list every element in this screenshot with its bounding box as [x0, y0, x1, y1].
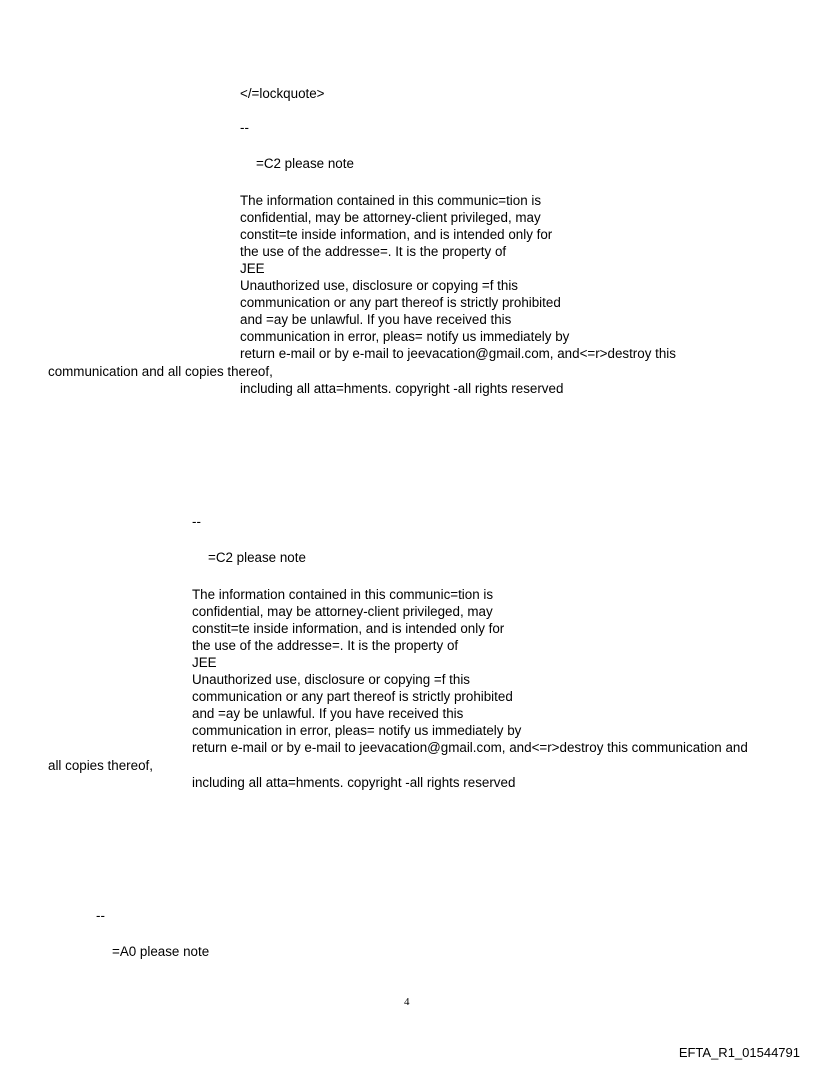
disclaimer-wrap-line: communication and all copies thereof,: [48, 364, 273, 379]
signature-separator: --: [240, 120, 249, 135]
disclaimer-line: including all atta=hments. copyright -all rights reserved: [240, 381, 564, 396]
disclaimer-line: communication or any part thereof is strictly prohibited: [192, 689, 513, 704]
disclaimer-line: The information contained in this communic=tion is: [240, 193, 542, 208]
disclaimer-line: the use of the addresse=. It is the property of: [192, 638, 459, 653]
disclaimer-line: Unauthorized use, disclosure or copying =f this: [192, 672, 471, 687]
document-id: EFTA_R1_01544791: [678, 1045, 800, 1060]
disclaimer-line: The information contained in this communic=tion is: [192, 587, 494, 602]
disclaimer-line: confidential, may be attorney-client privileged, may: [240, 210, 541, 225]
disclaimer-line: communication or any part thereof is strictly prohibited: [240, 295, 561, 310]
blockquote-close-tag: </=lockquote>: [240, 86, 325, 101]
disclaimer-line: communication in error, pleas= notify us immediately by: [192, 723, 522, 738]
page-number: 4: [404, 996, 410, 1008]
signature-separator: --: [96, 908, 105, 923]
disclaimer-line: and =ay be unlawful. If you have received this: [240, 312, 512, 327]
disclaimer-line: communication in error, pleas= notify us immediately by: [240, 329, 570, 344]
disclaimer-line: constit=te inside information, and is intended only for: [240, 227, 553, 242]
disclaimer-line: return e-mail or by e-mail to jeevacation@gmail.com, and<=r>destroy this: [240, 346, 676, 361]
disclaimer-line: the use of the addresse=. It is the property of: [240, 244, 507, 259]
disclaimer-line: JEE: [240, 261, 265, 276]
disclaimer-line: including all atta=hments. copyright -all rights reserved: [192, 775, 516, 790]
disclaimer-line: Unauthorized use, disclosure or copying =f this: [240, 278, 519, 293]
disclaimer-line: JEE: [192, 655, 217, 670]
disclaimer-wrap-line: all copies thereof,: [48, 758, 153, 773]
signature-separator: --: [192, 514, 201, 529]
note-heading: =C2 please note: [208, 550, 306, 565]
disclaimer-line: return e-mail or by e-mail to jeevacation@gmail.com, and<=r>destroy this communication and: [192, 740, 748, 755]
note-heading: =C2 please note: [256, 156, 354, 171]
disclaimer-line: constit=te inside information, and is intended only for: [192, 621, 505, 636]
note-heading: =A0 please note: [112, 944, 210, 959]
disclaimer-line: confidential, may be attorney-client privileged, may: [192, 604, 493, 619]
disclaimer-line: and =ay be unlawful. If you have received this: [192, 706, 464, 721]
